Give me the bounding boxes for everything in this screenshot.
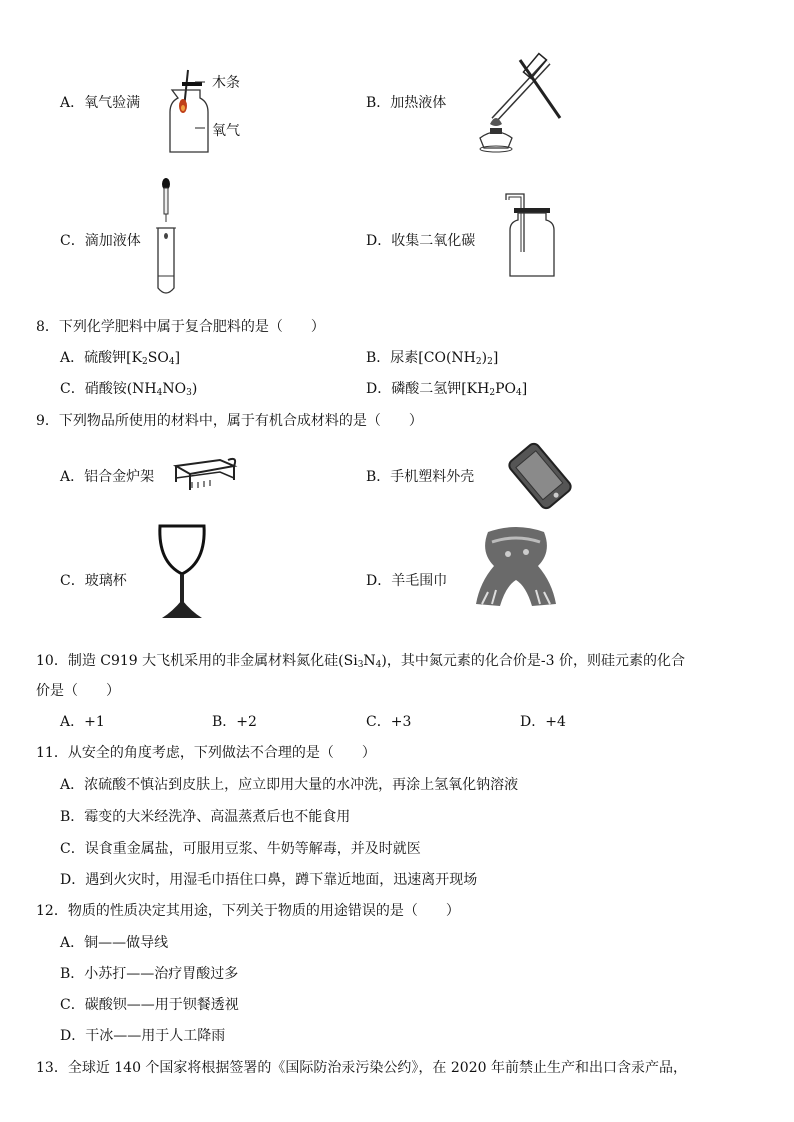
q12-option-a: A．铜——做导线: [60, 935, 169, 951]
q12-option-d: D．干冰——用于人工降雨: [60, 1028, 226, 1044]
gas-collection-bottle-icon: [500, 190, 560, 280]
dropper-test-tube-icon: [150, 176, 190, 300]
glass-cup-icon: [154, 522, 210, 626]
q7-option-d: D．收集二氧化碳: [366, 233, 476, 249]
q8-stem: 8．下列化学肥料中属于复合肥料的是（ ）: [36, 319, 325, 335]
q8-option-b: B．尿素$[CO(NH_2)_2]$: [366, 350, 499, 367]
q11-option-d: D．遇到火灾时，用湿毛巾捂住口鼻，蹲下靠近地面，迅速离开现场: [60, 872, 478, 888]
q11-option-b: B．霉变的大米经洗净、高温蒸煮后也不能食用: [60, 809, 351, 825]
wool-scarf-icon: [468, 522, 564, 612]
q9-option-c: C．玻璃杯: [60, 573, 127, 589]
q9-option-d: D．羊毛围巾: [366, 573, 448, 589]
q11-stem: 11．从安全的角度考虑，下列做法不合理的是（ ）: [36, 745, 376, 761]
q8-option-c: C．硝酸铵$(NH_4NO_3)$: [60, 381, 198, 398]
label-oxygen: 氧气: [212, 123, 240, 139]
q11-option-a: A．浓硫酸不慎沾到皮肤上，应立即用大量的水冲洗，再涂上氢氧化钠溶液: [60, 777, 519, 793]
q7-option-b: B．加热液体: [366, 95, 447, 111]
q10-option-c: C．+3: [366, 714, 412, 730]
q9-stem: 9．下列物品所使用的材料中，属于有机合成材料的是（ ）: [36, 413, 423, 429]
phone-case-icon: [504, 440, 576, 512]
q12-stem: 12．物质的性质决定其用途，下列关于物质的用途错误的是（ ）: [36, 903, 460, 919]
q9-option-a: A．铝合金炉架: [60, 469, 155, 485]
oxygen-test-bottle-icon: [160, 68, 220, 158]
q10-option-b: B．+2: [212, 714, 257, 730]
q10-option-a: A．+1: [60, 714, 105, 730]
q7-option-a: A．氧气验满: [60, 95, 141, 111]
q10-stem-line2: 价是（ ）: [36, 683, 120, 699]
q10-option-d: D．+4: [520, 714, 566, 730]
q13-stem: 13．全球近 140 个国家将根据签署的《国际防治汞污染公约》，在 2020 年前禁止生产和出口含汞产品，: [36, 1060, 687, 1076]
q12-option-b: B．小苏打——治疗胃酸过多: [60, 966, 239, 982]
q12-option-c: C．碳酸钡——用于钡餐透视: [60, 997, 239, 1013]
label-pointer-lines: [195, 76, 209, 136]
heating-test-tube-icon: [460, 48, 565, 156]
q10-stem: 10．制造 C919 大飞机采用的非金属材料氮化硅$(Si_3N_4)$，其中氮元素的化合价是-3 价，则硅元素的化合: [36, 653, 685, 670]
q8-option-d: D．磷酸二氢钾$[KH_2PO_4]$: [366, 381, 528, 398]
q7-option-c: C．滴加液体: [60, 233, 141, 249]
aluminum-stove-rack-icon: [172, 452, 240, 496]
q11-option-c: C．误食重金属盐，可服用豆浆、牛奶等解毒，并及时就医: [60, 841, 421, 857]
q9-option-b: B．手机塑料外壳: [366, 469, 475, 485]
label-wood-stick: 木条: [212, 75, 240, 91]
q8-option-a: A．硫酸钾$[K_2SO_4]$: [60, 350, 181, 367]
